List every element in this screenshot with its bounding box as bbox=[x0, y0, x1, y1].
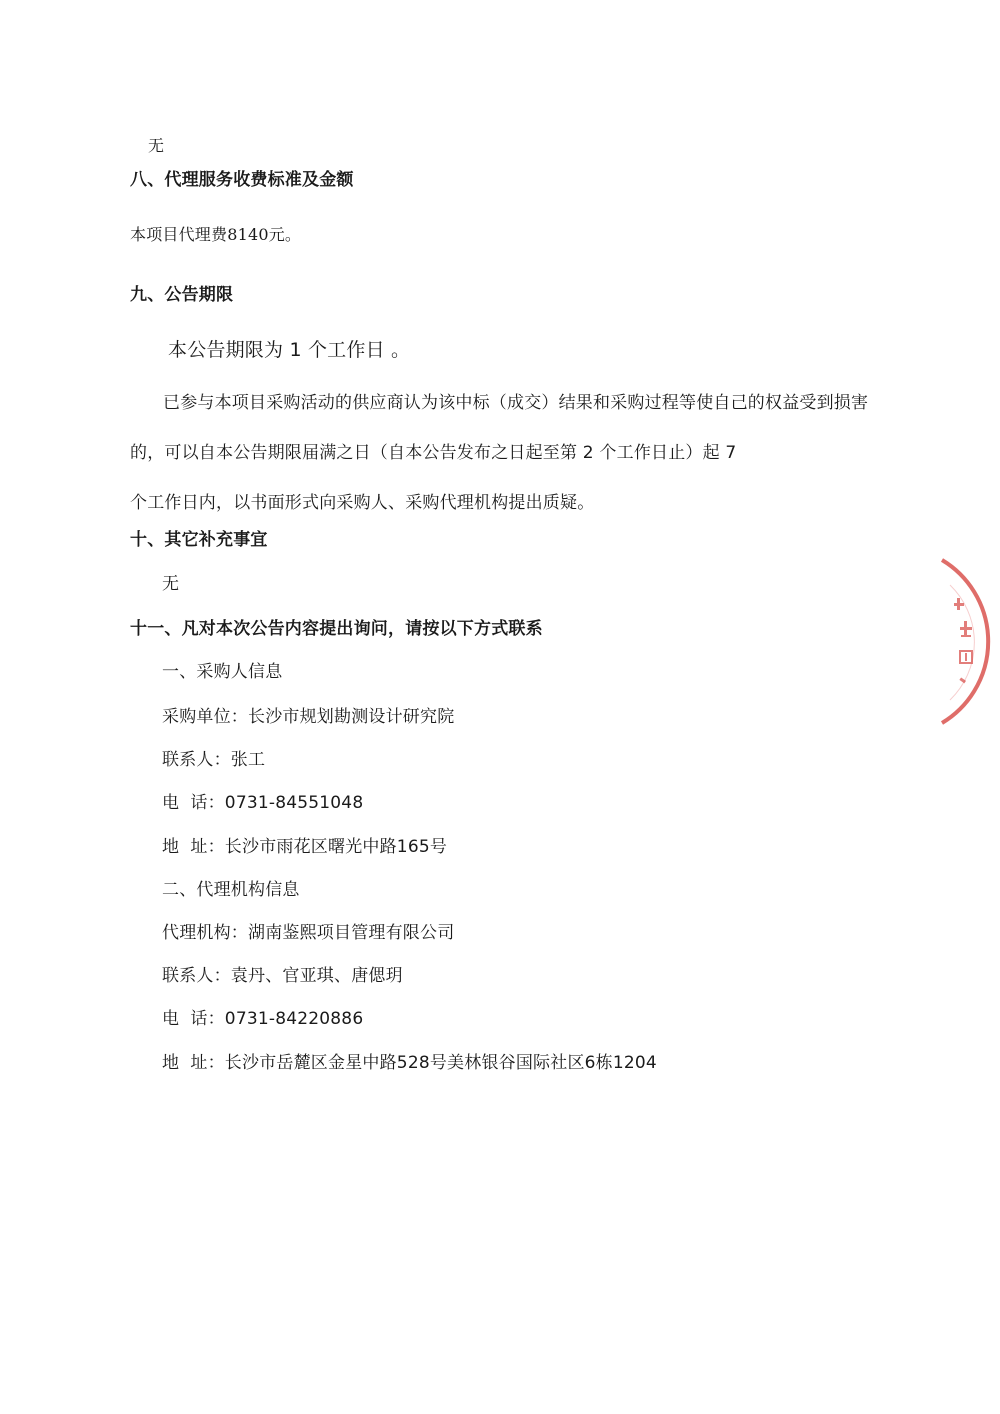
agency-phone: 电 话：0731-84220886 bbox=[162, 1009, 364, 1029]
agency-name: 代理机构：湖南鉴熙项目管理有限公司 bbox=[162, 923, 455, 943]
agency-info-title: 二、代理机构信息 bbox=[162, 880, 300, 900]
objection-paragraph-line-2: 的，可以自本公告期限届满之日（自本公告发布之日起至第 2 个工作日止）起 7 bbox=[130, 443, 737, 463]
section-ten-heading: 十、其它补充事宜 bbox=[130, 530, 268, 550]
purchaser-address: 地 址：长沙市雨花区曙光中路165号 bbox=[162, 837, 448, 857]
objection-paragraph-line-3: 个工作日内，以书面形式向采购人、采购代理机构提出质疑。 bbox=[130, 493, 595, 513]
agency-address: 地 址：长沙市岳麓区金星中路528号美林银谷国际社区6栋1204 bbox=[162, 1053, 657, 1073]
purchaser-contact: 联系人：张工 bbox=[162, 750, 266, 770]
agency-fee-text: 本项目代理费8140元。 bbox=[130, 225, 302, 244]
purchaser-unit: 采购单位：长沙市规划勘测设计研究院 bbox=[162, 707, 455, 727]
section-eight-heading: 八、代理服务收费标准及金额 bbox=[130, 170, 354, 190]
section-eleven-heading: 十一、凡对本次公告内容提出询问，请按以下方式联系 bbox=[130, 619, 543, 639]
section-nine-heading: 九、公告期限 bbox=[130, 285, 234, 305]
section-ten-content: 无 bbox=[162, 574, 180, 594]
previous-section-content: 无 bbox=[148, 136, 165, 155]
red-seal-stamp bbox=[920, 555, 1000, 730]
purchaser-phone: 电 话：0731-84551048 bbox=[162, 793, 364, 813]
purchaser-info-title: 一、采购人信息 bbox=[162, 662, 283, 682]
agency-contact: 联系人：袁丹、官亚琪、唐偲玥 bbox=[162, 966, 403, 986]
objection-paragraph-line-1: 已参与本项目采购活动的供应商认为该中标（成交）结果和采购过程等使自己的权益受到损害 bbox=[163, 393, 869, 413]
announcement-period-text: 本公告期限为 1 个工作日 。 bbox=[168, 339, 411, 361]
